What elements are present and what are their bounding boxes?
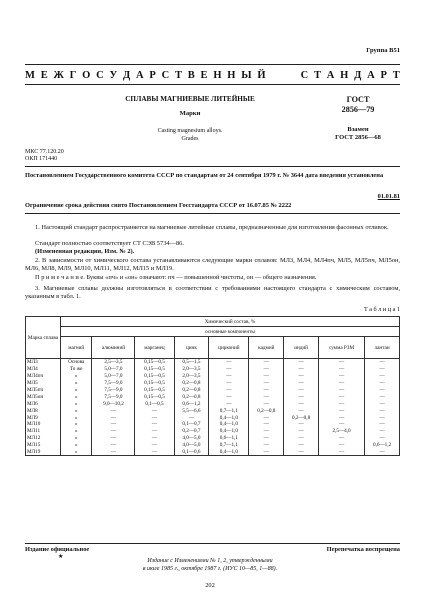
value-cell: — bbox=[209, 387, 249, 394]
value-cell: 4,0—5,0 bbox=[174, 435, 209, 442]
value-cell: — bbox=[209, 373, 249, 380]
component-col-header: сумма РЗМ bbox=[318, 337, 364, 359]
value-cell: 2,0—3,5 bbox=[174, 373, 209, 380]
english-subtitle: Grades bbox=[181, 136, 199, 142]
reprint-notice: Перепечатка воспрещена bbox=[326, 546, 400, 553]
value-cell: — bbox=[318, 449, 364, 456]
banner-letter: М bbox=[25, 70, 35, 81]
value-cell: — bbox=[318, 359, 364, 366]
value-cell: — bbox=[209, 380, 249, 387]
value-cell: 0,4—1,0 bbox=[209, 428, 249, 435]
component-col-header: цирконий bbox=[209, 337, 249, 359]
value-cell: 0,2—0,8 bbox=[174, 380, 209, 387]
value-cell: — bbox=[365, 393, 400, 400]
banner-letter bbox=[281, 70, 285, 81]
banner-letter: У bbox=[109, 70, 118, 81]
value-cell: — bbox=[209, 393, 249, 400]
banner-letter: Р bbox=[380, 70, 387, 81]
value-cell: 2,5—3,5 bbox=[92, 359, 135, 366]
value-cell: 0,4—1,0 bbox=[209, 421, 249, 428]
paragraph-2: 2. В зависимости от химического состава устанавливаются следующие марки сплавов: МЛ3, МЛ4, МЛ4пч, МЛ5, МЛ5пч, МЛ5он, МЛ6, МЛ8, МЛ9, МЛ10, МЛ11, МЛ12, МЛ15 и МЛ19. bbox=[25, 257, 400, 272]
star-icon: ★ bbox=[58, 554, 64, 560]
value-cell: » bbox=[61, 449, 92, 456]
value-cell: — bbox=[92, 442, 135, 449]
banner-letter: Д bbox=[354, 70, 362, 81]
value-cell: — bbox=[284, 421, 319, 428]
decree-text: Постановлением Государственного комитета СССР по стандартам от 24 сентября 1979 г. № 3644 дата введения установлена bbox=[25, 172, 384, 179]
grade-cell: МЛ4 bbox=[26, 366, 61, 373]
value-cell: — bbox=[249, 442, 284, 449]
value-cell: — bbox=[365, 400, 400, 407]
value-cell: — bbox=[318, 380, 364, 387]
value-cell: — bbox=[365, 449, 400, 456]
value-cell: 0,1—0,5 bbox=[135, 400, 174, 407]
value-cell: — bbox=[318, 393, 364, 400]
value-cell: 0,15—0,5 bbox=[135, 387, 174, 394]
table-row bbox=[26, 414, 400, 421]
grade-cell: МЛ12 bbox=[26, 435, 61, 442]
value-cell: — bbox=[365, 373, 400, 380]
banner-letter: Д bbox=[122, 70, 131, 81]
banner-letter: С bbox=[161, 70, 170, 81]
value-cell: — bbox=[249, 428, 284, 435]
value-cell: — bbox=[365, 387, 400, 394]
intro-date: 01.01.81 bbox=[377, 193, 400, 200]
changes-line-2: в июле 1985 г., октябре 1987 г. (ИУС 10—85, 1—88). bbox=[142, 566, 278, 572]
grade-cell: МЛ5пч bbox=[26, 387, 61, 394]
paragraph-1-compliance: Стандарт полностью соответствует СТ СЭВ 5734—86. bbox=[35, 240, 184, 247]
value-cell: — bbox=[249, 414, 284, 421]
table-row bbox=[26, 449, 400, 456]
value-cell: — bbox=[135, 449, 174, 456]
value-cell: 0,15—0,5 bbox=[135, 380, 174, 387]
top-rule bbox=[25, 64, 400, 65]
value-cell: — bbox=[318, 435, 364, 442]
grade-cell: МЛ8 bbox=[26, 407, 61, 414]
composition-rows bbox=[26, 359, 400, 456]
grade-cell: МЛ19 bbox=[26, 449, 61, 456]
value-cell: — bbox=[135, 421, 174, 428]
banner-letter: Ы bbox=[241, 70, 252, 81]
value-cell: — bbox=[284, 449, 319, 456]
banner-letter: Т bbox=[314, 70, 322, 81]
value-cell: — bbox=[135, 414, 174, 421]
value-cell: 4,0—5,0 bbox=[174, 442, 209, 449]
banner-letter: С bbox=[300, 70, 309, 81]
value-cell: — bbox=[318, 387, 364, 394]
value-cell: — bbox=[284, 407, 319, 414]
value-cell: 0,15—0,5 bbox=[135, 373, 174, 380]
value-cell: — bbox=[284, 435, 319, 442]
english-title: Casting magnesium alloys. bbox=[157, 128, 223, 134]
value-cell: — bbox=[209, 400, 249, 407]
value-cell: 0,15—0,5 bbox=[135, 359, 174, 366]
value-cell: — bbox=[318, 373, 364, 380]
value-cell: 0,15—0,5 bbox=[135, 366, 174, 373]
value-cell: 0,2—0,8 bbox=[249, 407, 284, 414]
page-number: 202 bbox=[205, 582, 215, 589]
value-cell: 5,0—7,0 bbox=[92, 366, 135, 373]
value-cell: 0,7—1,1 bbox=[209, 407, 249, 414]
value-cell: 0,15—0,5 bbox=[135, 393, 174, 400]
table-label: Т а б л и ц а 1 bbox=[363, 306, 400, 313]
value-cell: — bbox=[92, 435, 135, 442]
value-cell: » bbox=[61, 428, 92, 435]
banner-letter: Е bbox=[200, 70, 208, 81]
value-cell: » bbox=[61, 414, 92, 421]
value-cell: 0,5—1,5 bbox=[174, 359, 209, 366]
value-cell: — bbox=[365, 414, 400, 421]
component-col-header: кадмий bbox=[249, 337, 284, 359]
banner-letter: Г bbox=[69, 70, 77, 81]
col-chem-header: Химический состав, % bbox=[61, 317, 400, 327]
value-cell: » bbox=[61, 442, 92, 449]
value-cell: — bbox=[284, 380, 319, 387]
value-cell: — bbox=[249, 421, 284, 428]
value-cell: » bbox=[61, 435, 92, 442]
limitation-text: Ограничение срока действия снято Постановлением Госстандарта СССР от 16.07.85 № 2222 bbox=[25, 202, 292, 209]
value-cell: — bbox=[365, 380, 400, 387]
component-col-header: лантан bbox=[365, 337, 400, 359]
doc-subtitle: Марки bbox=[179, 110, 201, 117]
value-cell: — bbox=[92, 449, 135, 456]
value-cell: 2,0—3,5 bbox=[174, 366, 209, 373]
doc-title: СПЛАВЫ МАГНИЕВЫЕ ЛИТЕЙНЫЕ bbox=[125, 95, 255, 103]
table-row bbox=[26, 393, 400, 400]
decree-rule bbox=[25, 213, 400, 214]
table-row bbox=[26, 407, 400, 414]
group-code: Группа В51 bbox=[366, 47, 400, 54]
value-cell: 7,5—9,0 bbox=[92, 387, 135, 394]
value-cell: — bbox=[365, 366, 400, 373]
value-cell: — bbox=[365, 359, 400, 366]
value-cell: — bbox=[318, 442, 364, 449]
banner-letter bbox=[291, 70, 295, 81]
table-row bbox=[26, 373, 400, 380]
changes-line-1: Издание с Изменениями № 1, 2, утвержденными bbox=[147, 558, 273, 564]
value-cell: » bbox=[61, 407, 92, 414]
value-cell: — bbox=[92, 407, 135, 414]
value-cell: Основа bbox=[61, 359, 92, 366]
value-cell: — bbox=[209, 366, 249, 373]
component-col-header: индий bbox=[284, 337, 319, 359]
banner-letter: Р bbox=[149, 70, 156, 81]
value-cell: — bbox=[135, 435, 174, 442]
value-cell: — bbox=[92, 428, 135, 435]
value-cell: — bbox=[92, 414, 135, 421]
value-cell: — bbox=[249, 380, 284, 387]
grade-cell: МЛ11 bbox=[26, 428, 61, 435]
value-cell: — bbox=[284, 393, 319, 400]
grade-cell: МЛ10 bbox=[26, 421, 61, 428]
value-cell: 0,4—1,0 bbox=[209, 449, 249, 456]
value-cell: — bbox=[249, 366, 284, 373]
banner-letter: Н bbox=[227, 70, 236, 81]
banner-letter: А bbox=[135, 70, 144, 81]
grade-cell: МЛ9 bbox=[26, 414, 61, 421]
note-text: П р и м е ч а н и е. Буквы «пч» и «он» означают: пч — повышенной чистоты, он — общего назначения. bbox=[35, 274, 317, 281]
value-cell: » bbox=[61, 387, 92, 394]
grade-cell: МЛ6 bbox=[26, 400, 61, 407]
component-col-header: цинк bbox=[174, 337, 209, 359]
value-cell: — bbox=[174, 414, 209, 421]
value-cell: 0,6—1,2 bbox=[365, 442, 400, 449]
composition-table bbox=[25, 316, 400, 456]
value-cell: — bbox=[249, 393, 284, 400]
value-cell: 7,5—9,0 bbox=[92, 380, 135, 387]
value-cell: — bbox=[249, 387, 284, 394]
grade-cell: МЛ15 bbox=[26, 442, 61, 449]
paragraph-3: 3. Магниевые сплавы должны изготовляться в соответствии с требованиями настоящего стандарта с химическим составом, указанным в табл. 1. bbox=[25, 285, 400, 300]
value-cell: 0,1—0,7 bbox=[174, 421, 209, 428]
paragraph-1-revision: (Измененная редакция, Изм. № 2). bbox=[35, 248, 135, 255]
table-row bbox=[26, 442, 400, 449]
banner-letter: Ж bbox=[53, 70, 64, 81]
table-row bbox=[26, 380, 400, 387]
grade-cell: МЛ5он bbox=[26, 393, 61, 400]
value-cell: — bbox=[249, 359, 284, 366]
value-cell: — bbox=[318, 414, 364, 421]
value-cell: — bbox=[365, 428, 400, 435]
value-cell: — bbox=[365, 421, 400, 428]
footer-rule bbox=[25, 543, 400, 544]
value-cell: » bbox=[61, 373, 92, 380]
banner-letter: А bbox=[367, 70, 375, 81]
component-header-row bbox=[26, 337, 400, 359]
gost-number: 2856—79 bbox=[341, 105, 375, 114]
replaces-value: ГОСТ 2856—68 bbox=[335, 134, 381, 141]
value-cell: 0,2—0,8 bbox=[174, 387, 209, 394]
value-cell: — bbox=[318, 421, 364, 428]
banner-letter: Н bbox=[340, 70, 349, 81]
value-cell: » bbox=[61, 421, 92, 428]
paragraph-1: 1. Настоящий стандарт распространяется на магниевые литейные сплавы, предназначенные для изготовления фасонных отливок. bbox=[35, 224, 389, 231]
value-cell: 0,6—1,2 bbox=[174, 400, 209, 407]
component-col-header: магний bbox=[61, 337, 92, 359]
value-cell: — bbox=[284, 428, 319, 435]
banner-letter: С bbox=[96, 70, 104, 81]
banner-letter: В bbox=[187, 70, 195, 81]
table-row bbox=[26, 387, 400, 394]
value-cell: 5,0—7,0 bbox=[92, 373, 135, 380]
value-cell: — bbox=[92, 421, 135, 428]
table-row bbox=[26, 421, 400, 428]
value-cell: — bbox=[365, 407, 400, 414]
table-row bbox=[26, 359, 400, 366]
banner-letter: А bbox=[326, 70, 335, 81]
value-cell: » bbox=[61, 393, 92, 400]
value-cell: — bbox=[318, 366, 364, 373]
gost-label: ГОСТ bbox=[346, 95, 370, 104]
header-rule bbox=[25, 166, 400, 167]
value-cell: 0,2—0,8 bbox=[284, 414, 319, 421]
grade-cell: МЛ4пч bbox=[26, 373, 61, 380]
value-cell: — bbox=[209, 359, 249, 366]
value-cell: 0,2—0,8 bbox=[174, 393, 209, 400]
banner-letter: Й bbox=[257, 70, 266, 81]
okp-code: ОКП 171440 bbox=[25, 156, 58, 162]
value-cell: » bbox=[61, 400, 92, 407]
table-row bbox=[26, 435, 400, 442]
value-cell: — bbox=[284, 366, 319, 373]
value-cell: 5,5—6,6 bbox=[174, 407, 209, 414]
table-row bbox=[26, 400, 400, 407]
value-cell: — bbox=[135, 442, 174, 449]
value-cell: — bbox=[284, 387, 319, 394]
banner-letter: Т bbox=[174, 70, 182, 81]
grade-cell: МЛ5 bbox=[26, 380, 61, 387]
value-cell: — bbox=[284, 400, 319, 407]
official-edition: Издание официальное bbox=[25, 546, 90, 553]
banner-letter: Н bbox=[213, 70, 222, 81]
value-cell: 0,2—0,7 bbox=[174, 428, 209, 435]
component-col-header: марганец bbox=[135, 337, 174, 359]
value-cell: — bbox=[249, 373, 284, 380]
standard-banner bbox=[25, 70, 400, 81]
value-cell: 0,1—0,6 bbox=[174, 449, 209, 456]
value-cell: 9,0—10,2 bbox=[92, 400, 135, 407]
value-cell: — bbox=[318, 400, 364, 407]
value-cell: — bbox=[135, 428, 174, 435]
value-cell: — bbox=[135, 407, 174, 414]
value-cell: » bbox=[61, 380, 92, 387]
banner-letter: Е bbox=[40, 70, 48, 81]
col-main-header: основные компоненты bbox=[61, 327, 400, 337]
grade-cell: МЛ3 bbox=[26, 359, 61, 366]
value-cell: То же bbox=[61, 366, 92, 373]
value-cell: — bbox=[249, 435, 284, 442]
col-grade-header: Марка сплава bbox=[26, 317, 61, 359]
value-cell: 0,4—1,0 bbox=[209, 414, 249, 421]
value-cell: — bbox=[249, 400, 284, 407]
table-row bbox=[26, 366, 400, 373]
value-cell: — bbox=[284, 359, 319, 366]
value-cell: 2,5—4,0 bbox=[318, 428, 364, 435]
value-cell: — bbox=[365, 435, 400, 442]
value-cell: — bbox=[284, 442, 319, 449]
banner-letter: О bbox=[82, 70, 91, 81]
banner-rule bbox=[25, 84, 400, 85]
value-cell: — bbox=[284, 373, 319, 380]
component-col-header: алюминий bbox=[92, 337, 135, 359]
value-cell: 7,5—9,0 bbox=[92, 393, 135, 400]
banner-letter bbox=[271, 70, 275, 81]
mks-code: МКС 77.120.20 bbox=[25, 149, 64, 155]
table-row bbox=[26, 428, 400, 435]
replaces-label: Взамен bbox=[347, 126, 369, 133]
value-cell: 0,6—1,1 bbox=[209, 435, 249, 442]
value-cell: 0,7—1,1 bbox=[209, 442, 249, 449]
banner-letter: Т bbox=[392, 70, 400, 81]
value-cell: — bbox=[318, 407, 364, 414]
value-cell: — bbox=[249, 449, 284, 456]
